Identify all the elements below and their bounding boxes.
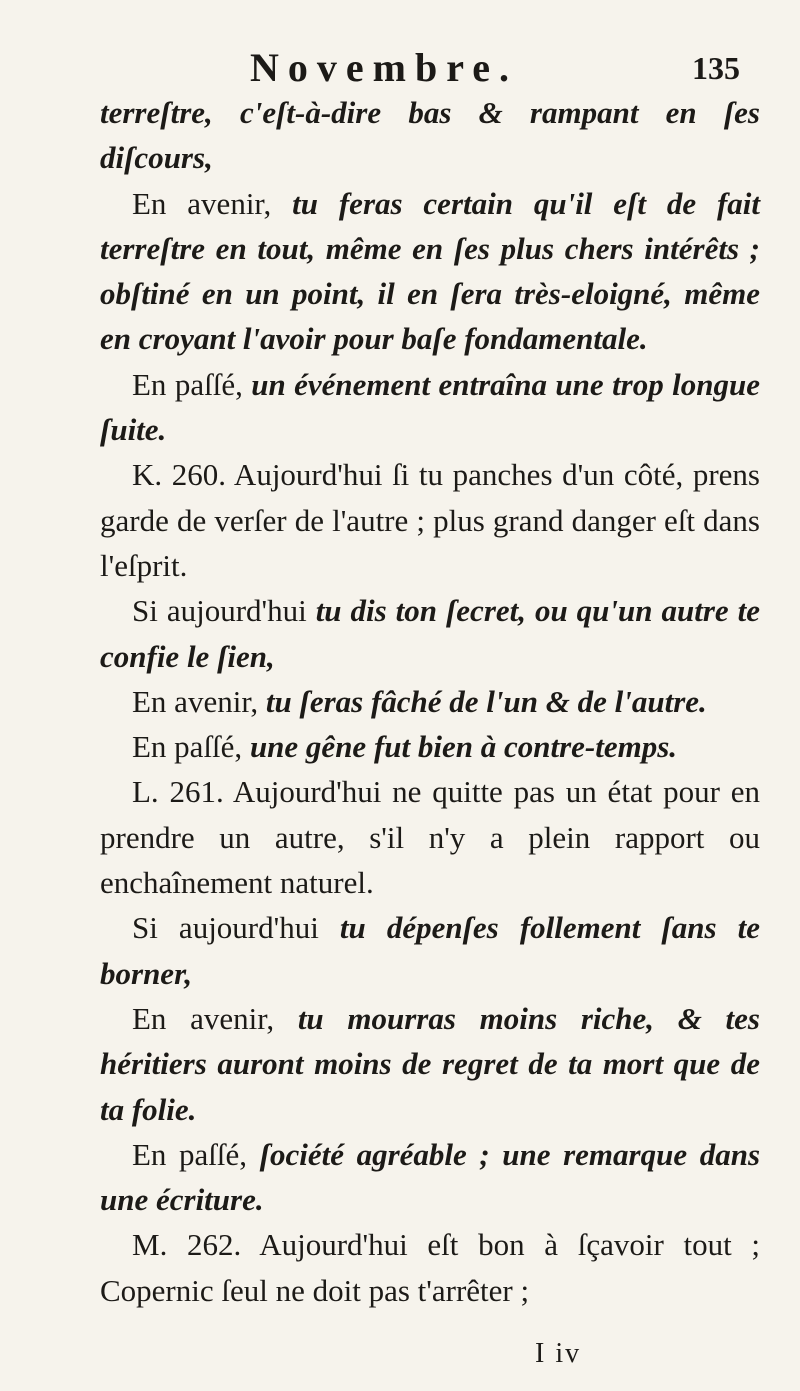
signature-mark: I iv — [535, 1338, 582, 1369]
page-header — [0, 40, 800, 90]
paragraph-si: Si aujourd'hui tu dis ton ſecret, ou qu'un autre te confie le ſien, — [100, 593, 760, 674]
paragraph-avenir: En avenir, tu feras certain qu'il eſt de fait terreſtre en tout, même en ſes plus chers intérêts ; obſtiné en un point, il en ſera très-eloigné, même en croyant l'avoir pour baſe fondamentale. — [100, 185, 761, 357]
paragraph-entry-k: K. 260. Aujourd'hui ſi tu panches d'un côté, prens garde de verſer de l'autre ; plus grand danger eſt dans l'eſprit. — [100, 457, 760, 583]
paragraph-passe: En paſſé, ſociété agréable ; une remarque dans une écriture. — [100, 1136, 761, 1218]
paragraph-entry-l: L. 261. Aujourd'hui ne quitte pas un état pour en prendre un autre, s'il n'y a plein rapport ou enchaînement naturel. — [100, 774, 760, 901]
running-title: Novembre. — [250, 45, 518, 90]
paragraph-continuation: terreſtre, c'eſt-à-dire bas & rampant en ſes diſcours, — [100, 95, 760, 176]
body-text — [100, 90, 760, 1313]
paragraph-avenir: En avenir, tu ſeras fâché de l'un & de l'autre. — [132, 683, 707, 719]
paragraph-passe: En paſſé, une gêne fut bien à contre-temps. — [132, 729, 678, 765]
paragraph-avenir: En avenir, tu mourras moins riche, & tes héritiers auront moins de regret de ta mort que de ta folie. — [100, 1000, 760, 1127]
paragraph-passe: En paſſé, un événement entraîna une trop longue ſuite. — [100, 366, 760, 448]
page-number: 135 — [692, 50, 740, 86]
paragraph-si: Si aujourd'hui tu dépenſes follement ſans te borner, — [100, 910, 761, 991]
paragraph-entry-m: M. 262. Aujourd'hui eſt bon à ſçavoir tout ; Copernic ſeul ne doit pas t'arrêter ; — [100, 1227, 760, 1308]
